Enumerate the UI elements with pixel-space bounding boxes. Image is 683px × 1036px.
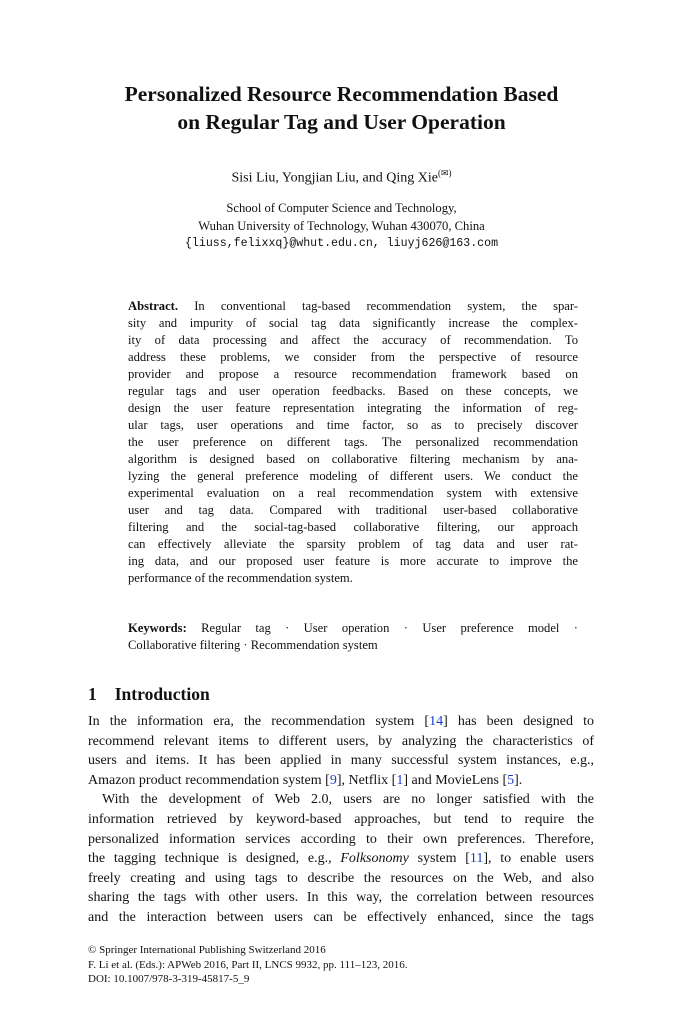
affiliation-line: School of Computer Science and Technology, — [226, 201, 457, 215]
intro-line: and the interaction between users can be effectively enhanced, since the tags — [88, 909, 594, 925]
section-heading — [88, 684, 210, 705]
abstract-line: design the user feature representation integrating the information of reg- — [128, 401, 578, 415]
abstract-line: ing data, and our proposed user feature is more accurate to improve the — [128, 554, 578, 568]
footer-line: DOI: 10.1007/978-3-319-45817-5_9 — [88, 973, 250, 985]
keywords — [128, 620, 578, 654]
abstract-line: provider and propose a resource recommendation framework based on — [128, 367, 578, 381]
abstract-line: can effectively alleviate the sparsity problem of tag data and user rat- — [128, 537, 578, 551]
abstract-line: filtering and the social-tag-based collaborative filtering, our approach — [128, 520, 578, 534]
abstract-line: sity and impurity of social tag data significantly increase the complex- — [128, 316, 578, 330]
affiliation — [0, 200, 683, 253]
abstract-line: address these problems, we consider from the perspective of resource — [128, 350, 578, 364]
keywords-line: Collaborative filtering · Recommendation system — [128, 638, 378, 652]
affiliation-line: Wuhan University of Technology, Wuhan 430070, China — [198, 218, 485, 233]
abstract-label: Abstract. — [128, 299, 179, 313]
title-line: Personalized Resource Recommendation Based — [124, 82, 559, 106]
intro-line: freely creating and using tags to describe the resources on the Web, and also — [88, 870, 594, 886]
abstract-line: performance of the recommendation system. — [128, 571, 353, 585]
abstract-line: ity of data processing and affect the accuracy of recommendation. To — [128, 333, 578, 347]
section-title: Introduction — [114, 684, 210, 704]
intro-line: personalized information services according to their own preferences. Therefore, — [88, 831, 594, 847]
citation-link[interactable]: 11 — [469, 851, 484, 867]
keywords-label: Keywords: — [128, 621, 187, 635]
citation-link[interactable]: 9 — [329, 772, 337, 788]
introduction-body — [88, 712, 594, 928]
copyright-footer — [88, 943, 407, 987]
abstract-line: ular tags, user operations and time factor, so as to precisely discover — [128, 418, 578, 432]
intro-line: Amazon product recommendation system [9], Netflix [1] and MovieLens [5]. — [88, 772, 523, 788]
intro-line: recommend relevant items to different users, by analyzing the characteristics of — [88, 733, 594, 749]
abstract-line: user and tag data. Compared with traditional user-based collaborative — [128, 503, 578, 517]
intro-line: With the development of Web 2.0, users are no longer satisfied with the — [102, 792, 594, 808]
intro-line: users and items. It has been applied in many successful system instances, e.g., — [88, 753, 594, 769]
citation-link[interactable]: 1 — [396, 772, 404, 788]
author-emails: {liuss,felixxq}@whut.edu.cn, liuyj626@163.com — [184, 237, 499, 250]
intro-line: information retrieved by keyword-based approaches, but tend to require the — [88, 811, 594, 827]
footer-line: F. Li et al. (Eds.): APWeb 2016, Part II, LNCS 9932, pp. 111–123, 2016. — [88, 958, 408, 971]
intro-line: the tagging technique is designed, e.g., Folksonomy system [11], to enable users — [88, 851, 594, 867]
abstract-line: regular tags and user operation feedbacks. Based on these concepts, we — [128, 384, 578, 398]
abstract-line: lyzing the general preference modeling of different users. We conduct the — [128, 469, 578, 483]
authors — [0, 168, 683, 187]
intro-line: sharing the tags with other users. In this way, the correlation between resources — [88, 890, 594, 906]
abstract-line: algorithm is designed based on collaborative filtering mechanism by ana- — [128, 452, 578, 466]
paper-title — [0, 80, 683, 136]
citation-link[interactable]: 5 — [507, 772, 515, 788]
title-line: on Regular Tag and User Operation — [177, 110, 506, 134]
intro-line: In the information era, the recommendation system [14] has been designed to — [88, 714, 594, 729]
abstract-line: Abstract. In conventional tag-based recommendation system, the spar- — [128, 299, 579, 313]
abstract-line: experimental evaluation on a real recommendation system with extensive — [128, 486, 578, 500]
footer-line: © Springer International Publishing Switzerland 2016 — [88, 944, 326, 956]
author-names: Sisi Liu, Yongjian Liu, and Qing Xie — [231, 170, 438, 186]
envelope-icon: (✉) — [437, 168, 452, 178]
keywords-line: Keywords: Regular tag · User operation · User preference model · — [128, 621, 578, 635]
citation-link[interactable]: 14 — [429, 714, 444, 729]
abstract-line: the user preference on different tags. The personalized recommendation — [128, 435, 578, 449]
section-number: 1 — [88, 684, 97, 704]
abstract — [128, 298, 578, 587]
